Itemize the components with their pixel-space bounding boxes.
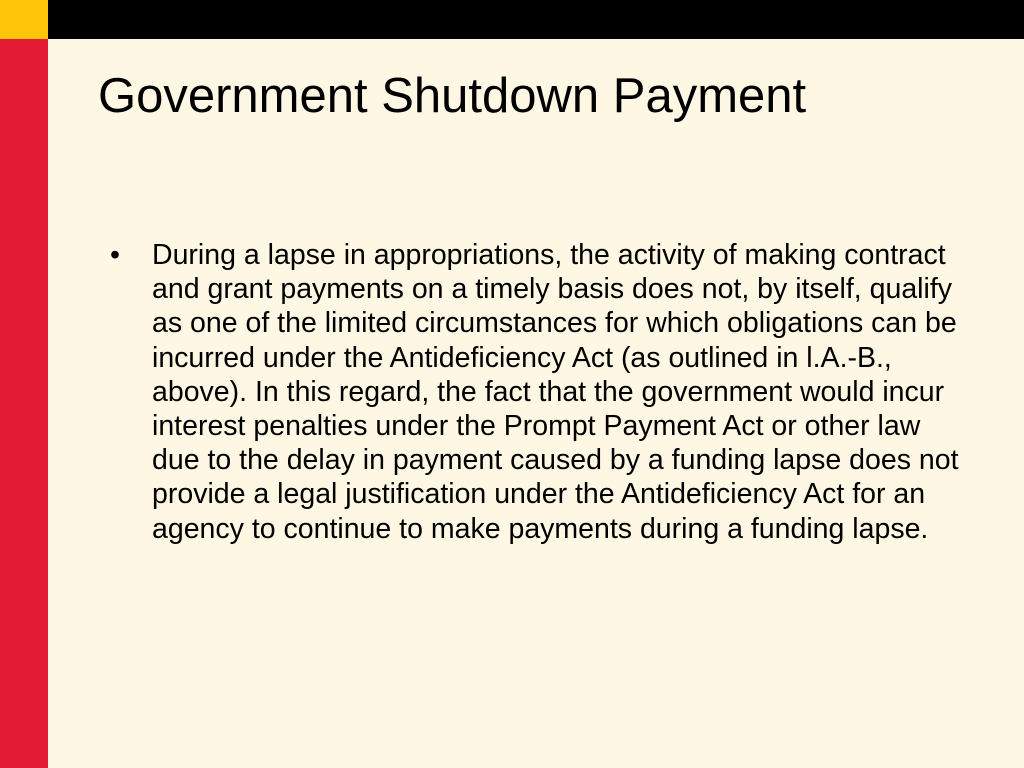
side-red-bar	[0, 39, 48, 768]
bullet-list	[110, 238, 970, 546]
top-black-bar	[48, 0, 1024, 39]
bullet-text: During a lapse in appropriations, the activity of making contract and grant payments on a timely basis does not, by itself, qualify as one of the limited circumstances for which obligations can be incurred under the Antideficiency Act (as outlined in l.A.-B., above). In this regard, the fact that the government would incur interest penalties under the Prompt Payment Act or other law due to the delay in payment caused by a funding lapse does not provide a legal justification under the Antideficiency Act for an agency to continue to make payments during a funding lapse.	[152, 239, 959, 545]
slide-title: Government Shutdown Payment	[98, 69, 807, 123]
bullet-icon: •	[110, 239, 120, 271]
corner-yellow-square	[0, 0, 48, 39]
bullet-item	[110, 238, 970, 546]
